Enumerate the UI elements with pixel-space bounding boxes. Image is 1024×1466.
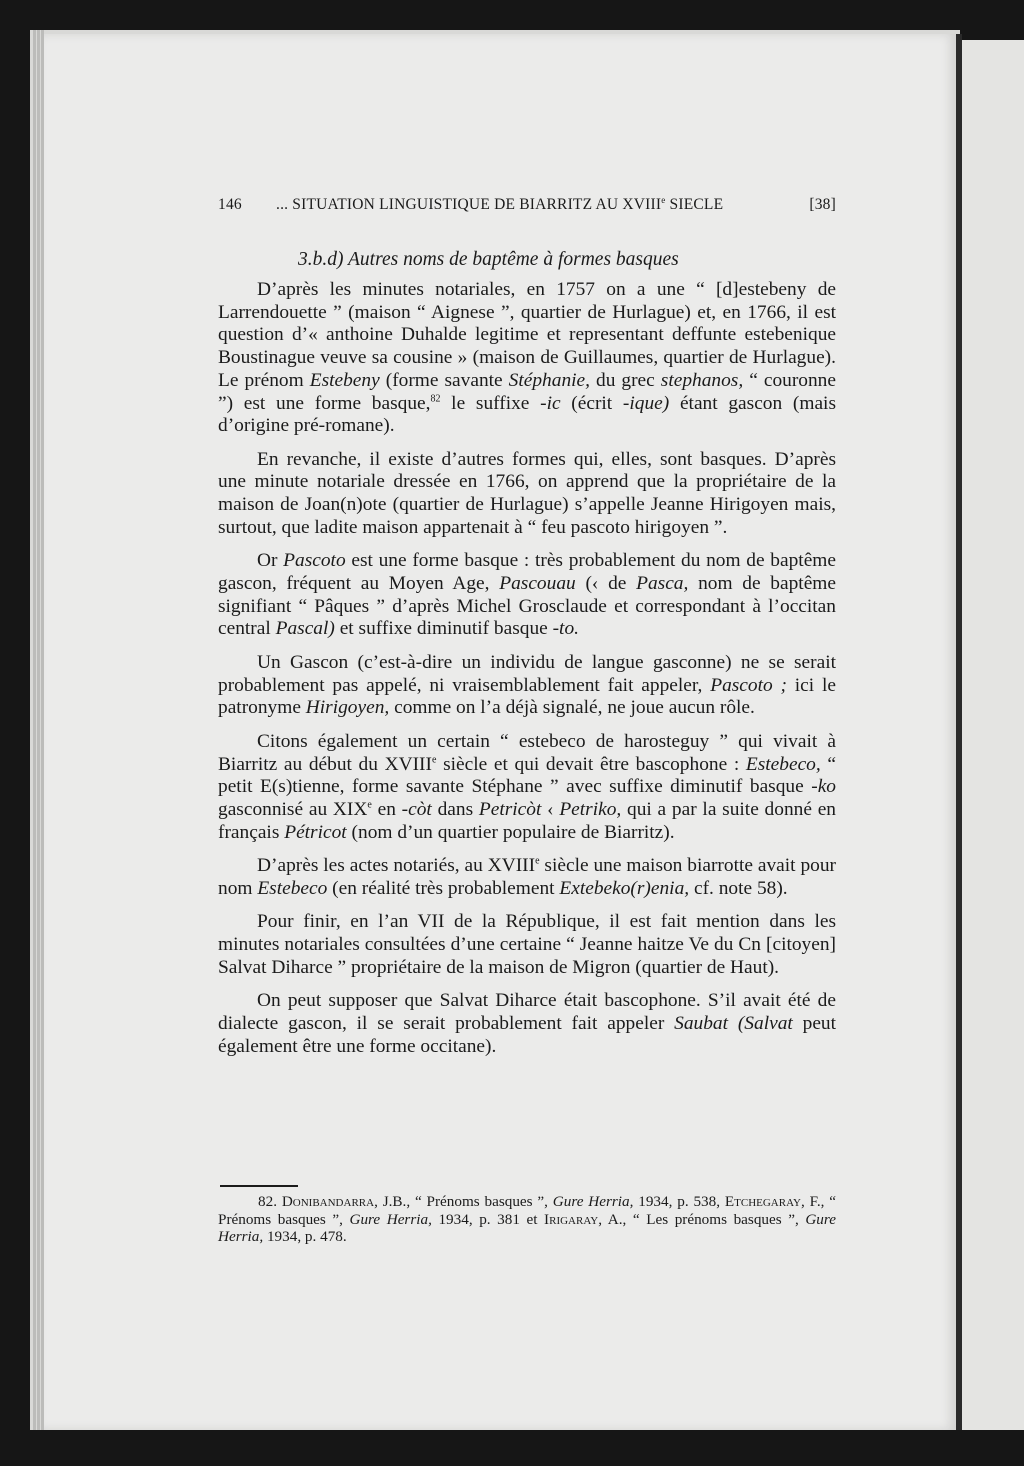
footnote-reference: 82 (430, 393, 441, 405)
facing-page-edge (962, 40, 1024, 1430)
paragraph: Citons également un certain “ estebeco de harosteguy ” qui vivait à Biarritz au début du XVIIIe siècle et qui devait être bascophone : Estebeco, “ petit E(s)tienne, forme savante Stéphane ” avec suffixe diminutif basque -ko gasconnisé au XIXe en -còt dans Petricòt ‹ Petriko, qui a par la suite donné en français Pétricot (nom d’un quartier populaire de Biarritz). (218, 730, 837, 843)
page-edge (33, 30, 36, 1430)
paragraph: Un Gascon (c’est-à-dire un individu de langue gasconne) ne se serait probablement pas appelé, ni vraisemblablement fait appeler, Pascoto ; ici le patronyme Hirigoyen, comme on l’a déjà signalé, ne joue aucun rôle. (218, 651, 836, 719)
footnote-divider (220, 1185, 298, 1187)
paragraph: Or Pascoto est une forme basque : très probablement du nom de baptême gascon, fréquent au Moyen Age, Pascouau (‹ de Pasca, nom de baptême signifiant “ Pâques ” d’après Michel Grosclaude et correspondant à l’occitan central Pascal) et suffixe diminutif basque -to. (218, 550, 836, 640)
running-header (218, 196, 836, 220)
bracket-page-number: [38] (809, 196, 836, 213)
paragraph: D’après les minutes notariales, en 1757 on a une “ [d]estebeny de Larrendouette ” (maison “ Aignese ”, quartier de Hurlague) et, en 1766, il est question d’« anthoine Duhalde legitime et representant deffunte estebenique Boustinague veuve sa cousine » (maison de Guillaumes, quartier de Hurlague). Le prénom Estebeny (forme savante Stéphanie, du grec stephanos, “ couronne ”) est une forme basque,$^{82}$ le suffixe -ic (écrit -ique) étant gascon (mais d’origine pré-romane). (218, 279, 836, 437)
paragraph: Pour finir, en l’an VII de la République, il est fait mention dans les minutes notariales consultées d’une certaine “ Jeanne haitze Ve du Cn [citoyen] Salvat Diharce ” propriétaire de la maison de Migron (quartier de Haut). (218, 911, 836, 978)
footnote-82: 82. Donibandarra, J.B., “ Prénoms basques ”, Gure Herria, 1934, p. 538, Etchegaray, F., “ Prénoms basques ”, Gure Herria, 1934, p. 381 et Irigaray, A., “ Les prénoms basques ”, Gure Herria, 1934, p. 478. (218, 1193, 836, 1245)
body-text (218, 279, 836, 1069)
paragraph: En revanche, il existe d’autres formes qui, elles, sont basques. D’après une minute notariale dressée en 1766, on apprend que la propriétaire de la maison de Joan(n)ote (quartier de Hurlague) s’appelle Jeanne Hirigoyen mais, surtout, que ladite maison appartenait à “ feu pascoto hirigoyen ”. (218, 448, 836, 538)
section-heading: 3.b.d) Autres noms de baptême à formes basques (298, 249, 679, 270)
page-edge (37, 30, 40, 1430)
page-number: 146 (218, 196, 242, 213)
running-title: ... SITUATION LINGUISTIQUE DE BIARRITZ AU XVIIIe SIECLE (276, 194, 724, 213)
paragraph: On peut supposer que Salvat Diharce était bascophone. S’il avait été de dialecte gascon, il se serait probablement fait appeler Saubat (Salvat peut également être une forme occitane). (218, 990, 837, 1057)
paragraph: D’après les actes notariés, au XVIIIe siècle une maison biarrotte avait pour nom Estebeco (en réalité très probablement Extebeko(r)enia, cf. note 58). (218, 855, 836, 899)
